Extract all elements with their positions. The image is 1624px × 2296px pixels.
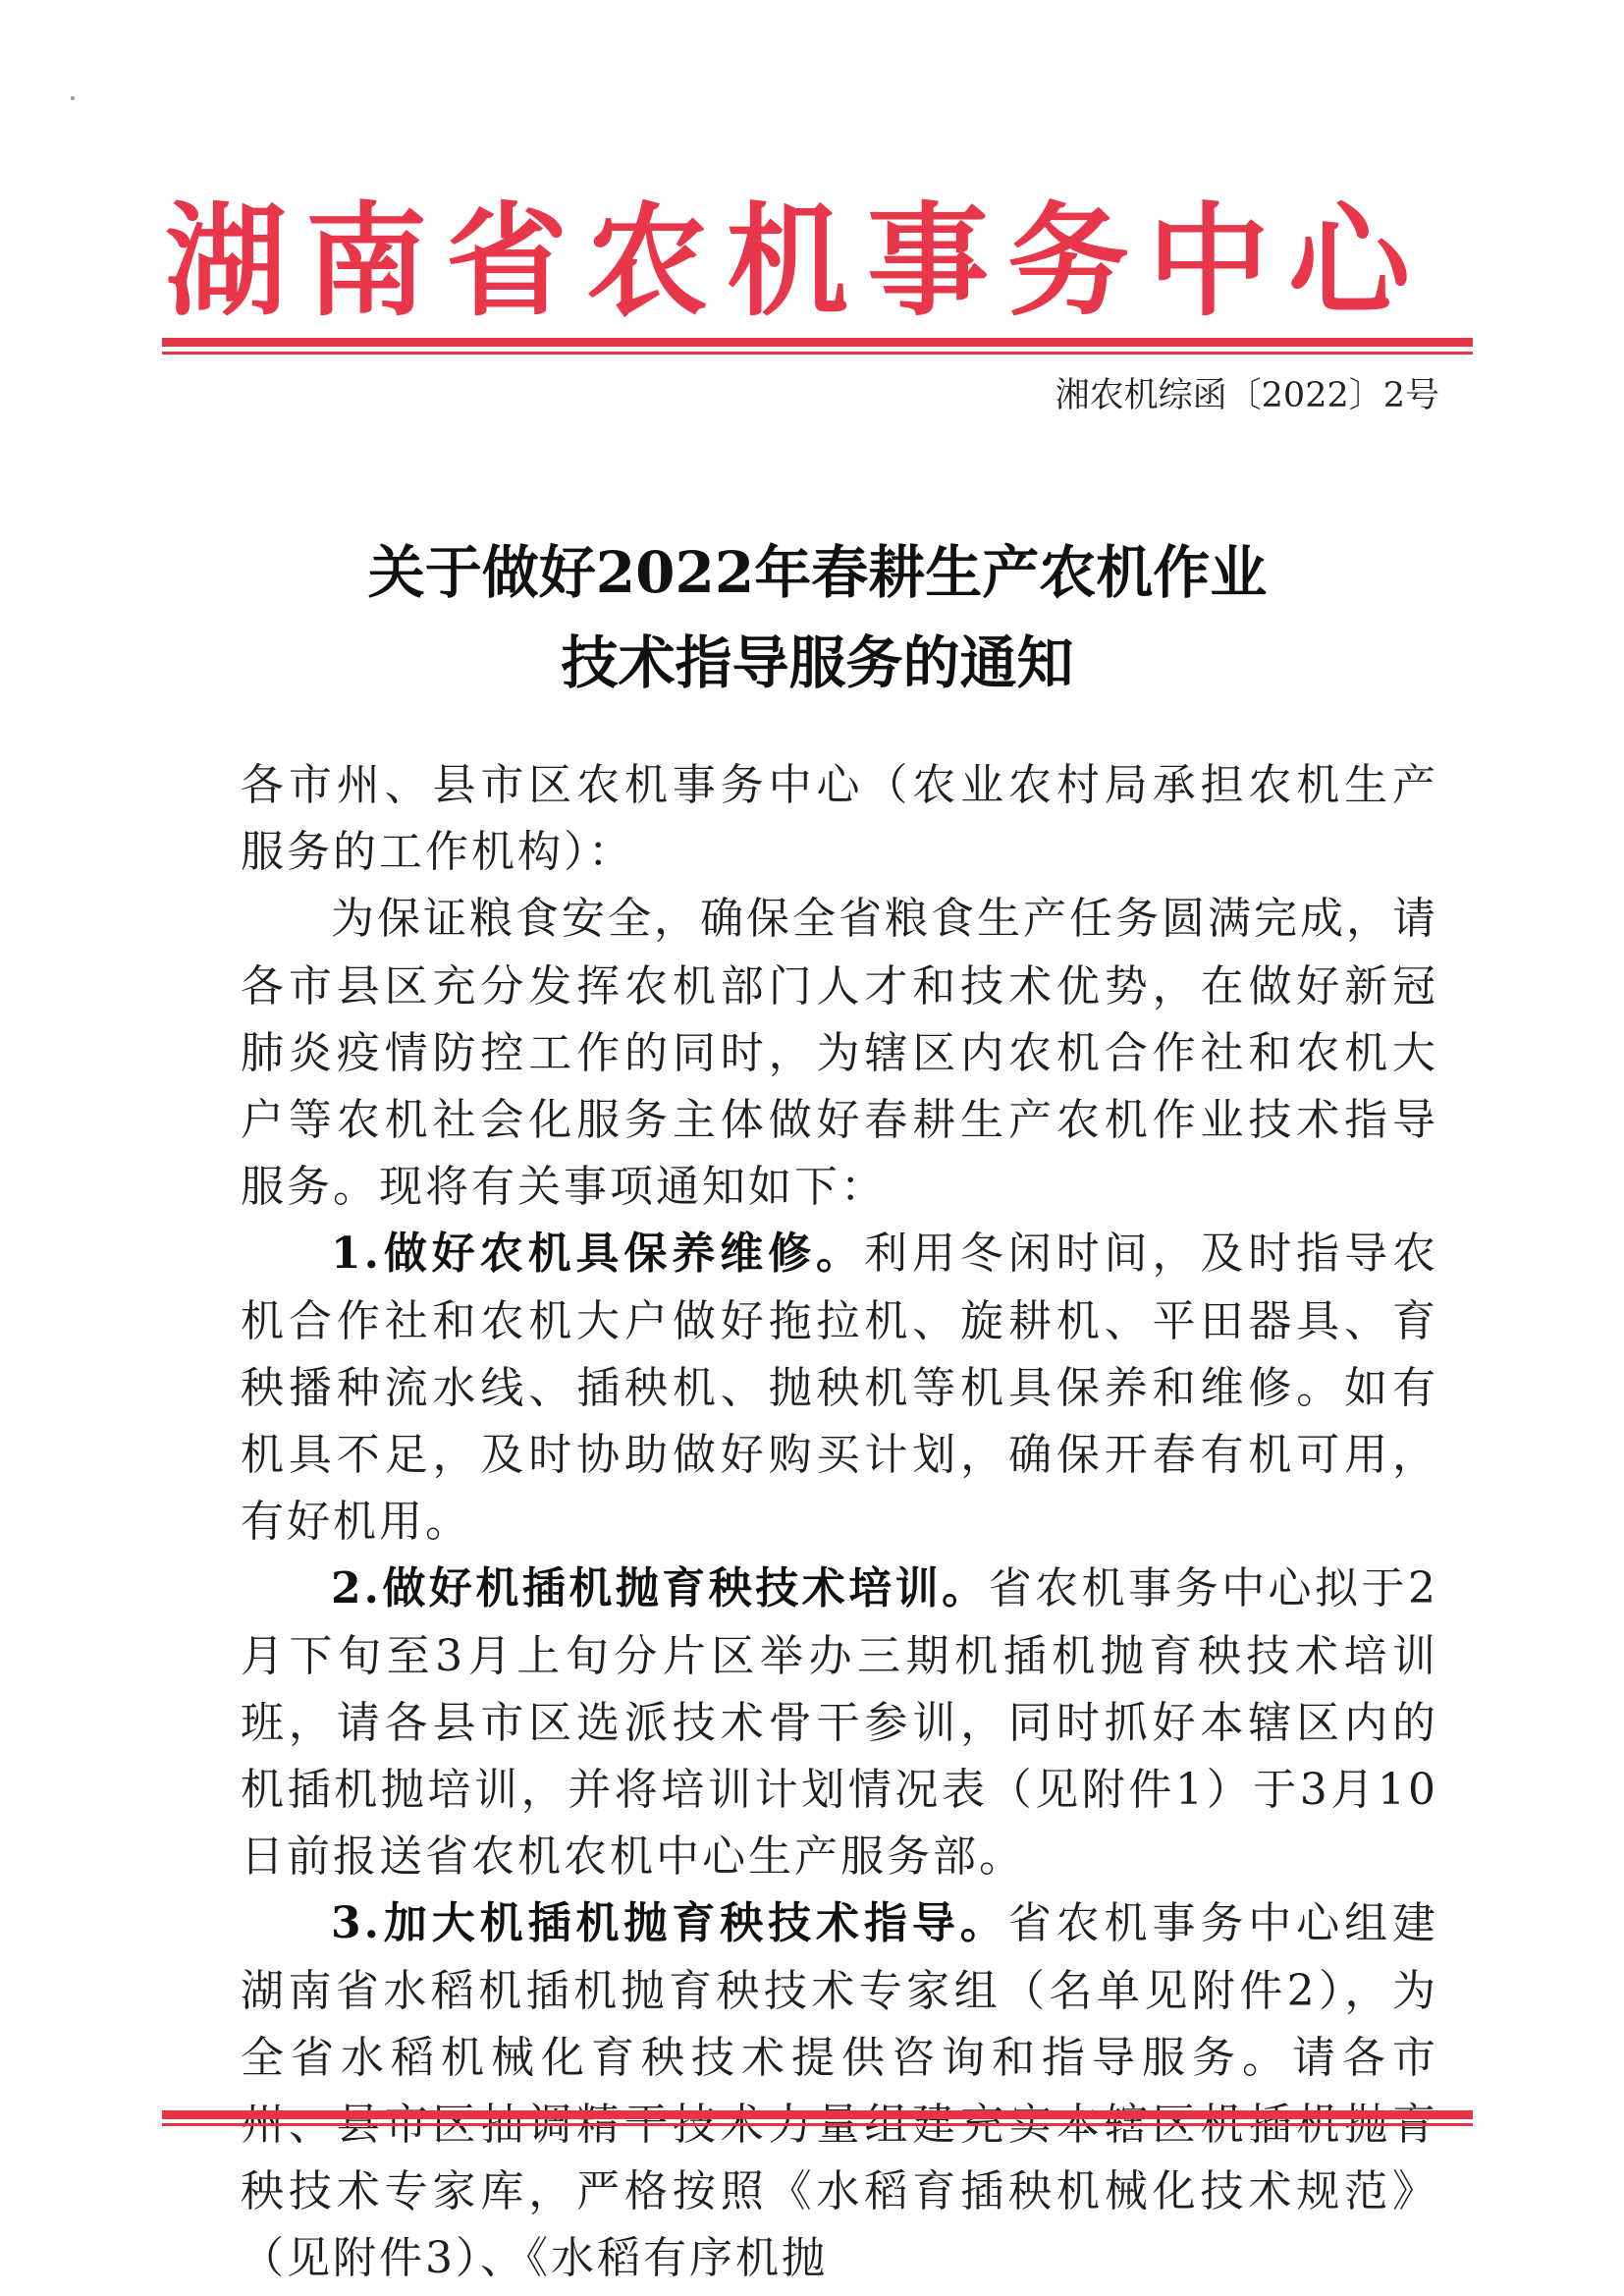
footer-red-rule-thin xyxy=(162,2123,1473,2126)
organization-header: 湖南省农机事务中心 xyxy=(165,191,1430,333)
item-paragraph-2 xyxy=(241,1556,1438,1890)
item-paragraph-3 xyxy=(241,1890,1438,2292)
item-heading-1: 1.做好农机具保养维修。 xyxy=(331,1229,864,1280)
document-title-line-1: 关于做好2022年春耕生产农机作业 xyxy=(367,539,1268,606)
header-red-rule-thin xyxy=(162,352,1473,355)
document-body xyxy=(241,752,1438,2293)
header-red-rule-thick xyxy=(162,338,1473,347)
item-text-3: 省农机事务中心组建湖南省水稻机插机抛育秧技术专家组（名单见附件2），为全省水稻机械化育秧技术提供咨询和指导服务。请各市 秧技术专家库，严格按照《水稻育插秧机械化技术规范》（见附件3）、《水稻有序机抛 xyxy=(241,1898,1438,2284)
document-title-line-2: 技术指导服务的通知 xyxy=(561,629,1074,696)
intro-paragraph: 为保证粮食安全，确保全省粮食生产任务圆满完成，请各市县区充分发挥农机部门人才和技术优势，在做好新冠肺炎疫情防控工作的同时，为辖区内农机合作社和农机大户等农机社会化服务主体做好春耕生产农机作业技术指导服务。现将有关事项通知如下： xyxy=(241,894,1438,1213)
item-paragraph-1 xyxy=(241,1221,1438,1556)
item-text-2: 省农机事务中心拟于2月下旬至3月上旬分片区举办三期机插机抛育秧技术培训班，请各县市区选派技术骨干参训，同时抓好本辖区内的机插机抛培训，并将培训计划情况表（见附件1）于3月10日前报送省农机农机中心生产服务部。 xyxy=(241,1563,1438,1883)
item-heading-2: 2.做好机插机抛育秧技术培训。 xyxy=(331,1563,989,1614)
document-number: 湘农机综函〔2022〕2号 xyxy=(1055,376,1439,415)
item-text-1: 利用冬闲时间，及时指导农机合作社和农机大户做好拖拉机、旋耕机、平田器具、育秧播种流水线、插秧机、抛秧机等机具保养和维修。如有机具不足，及时协助做好购买计划，确保开春有机可用，有好机用。 xyxy=(241,1229,1438,1548)
footer-red-rule-thick xyxy=(162,2110,1473,2119)
salutation: 各市州、县市区农机事务中心（农业农村局承担农机生产服务的工作机构）： xyxy=(241,760,1438,878)
scan-speck xyxy=(71,96,75,100)
item-heading-3: 3.加大机插机抛育秧技术指导。 xyxy=(331,1898,1008,1949)
